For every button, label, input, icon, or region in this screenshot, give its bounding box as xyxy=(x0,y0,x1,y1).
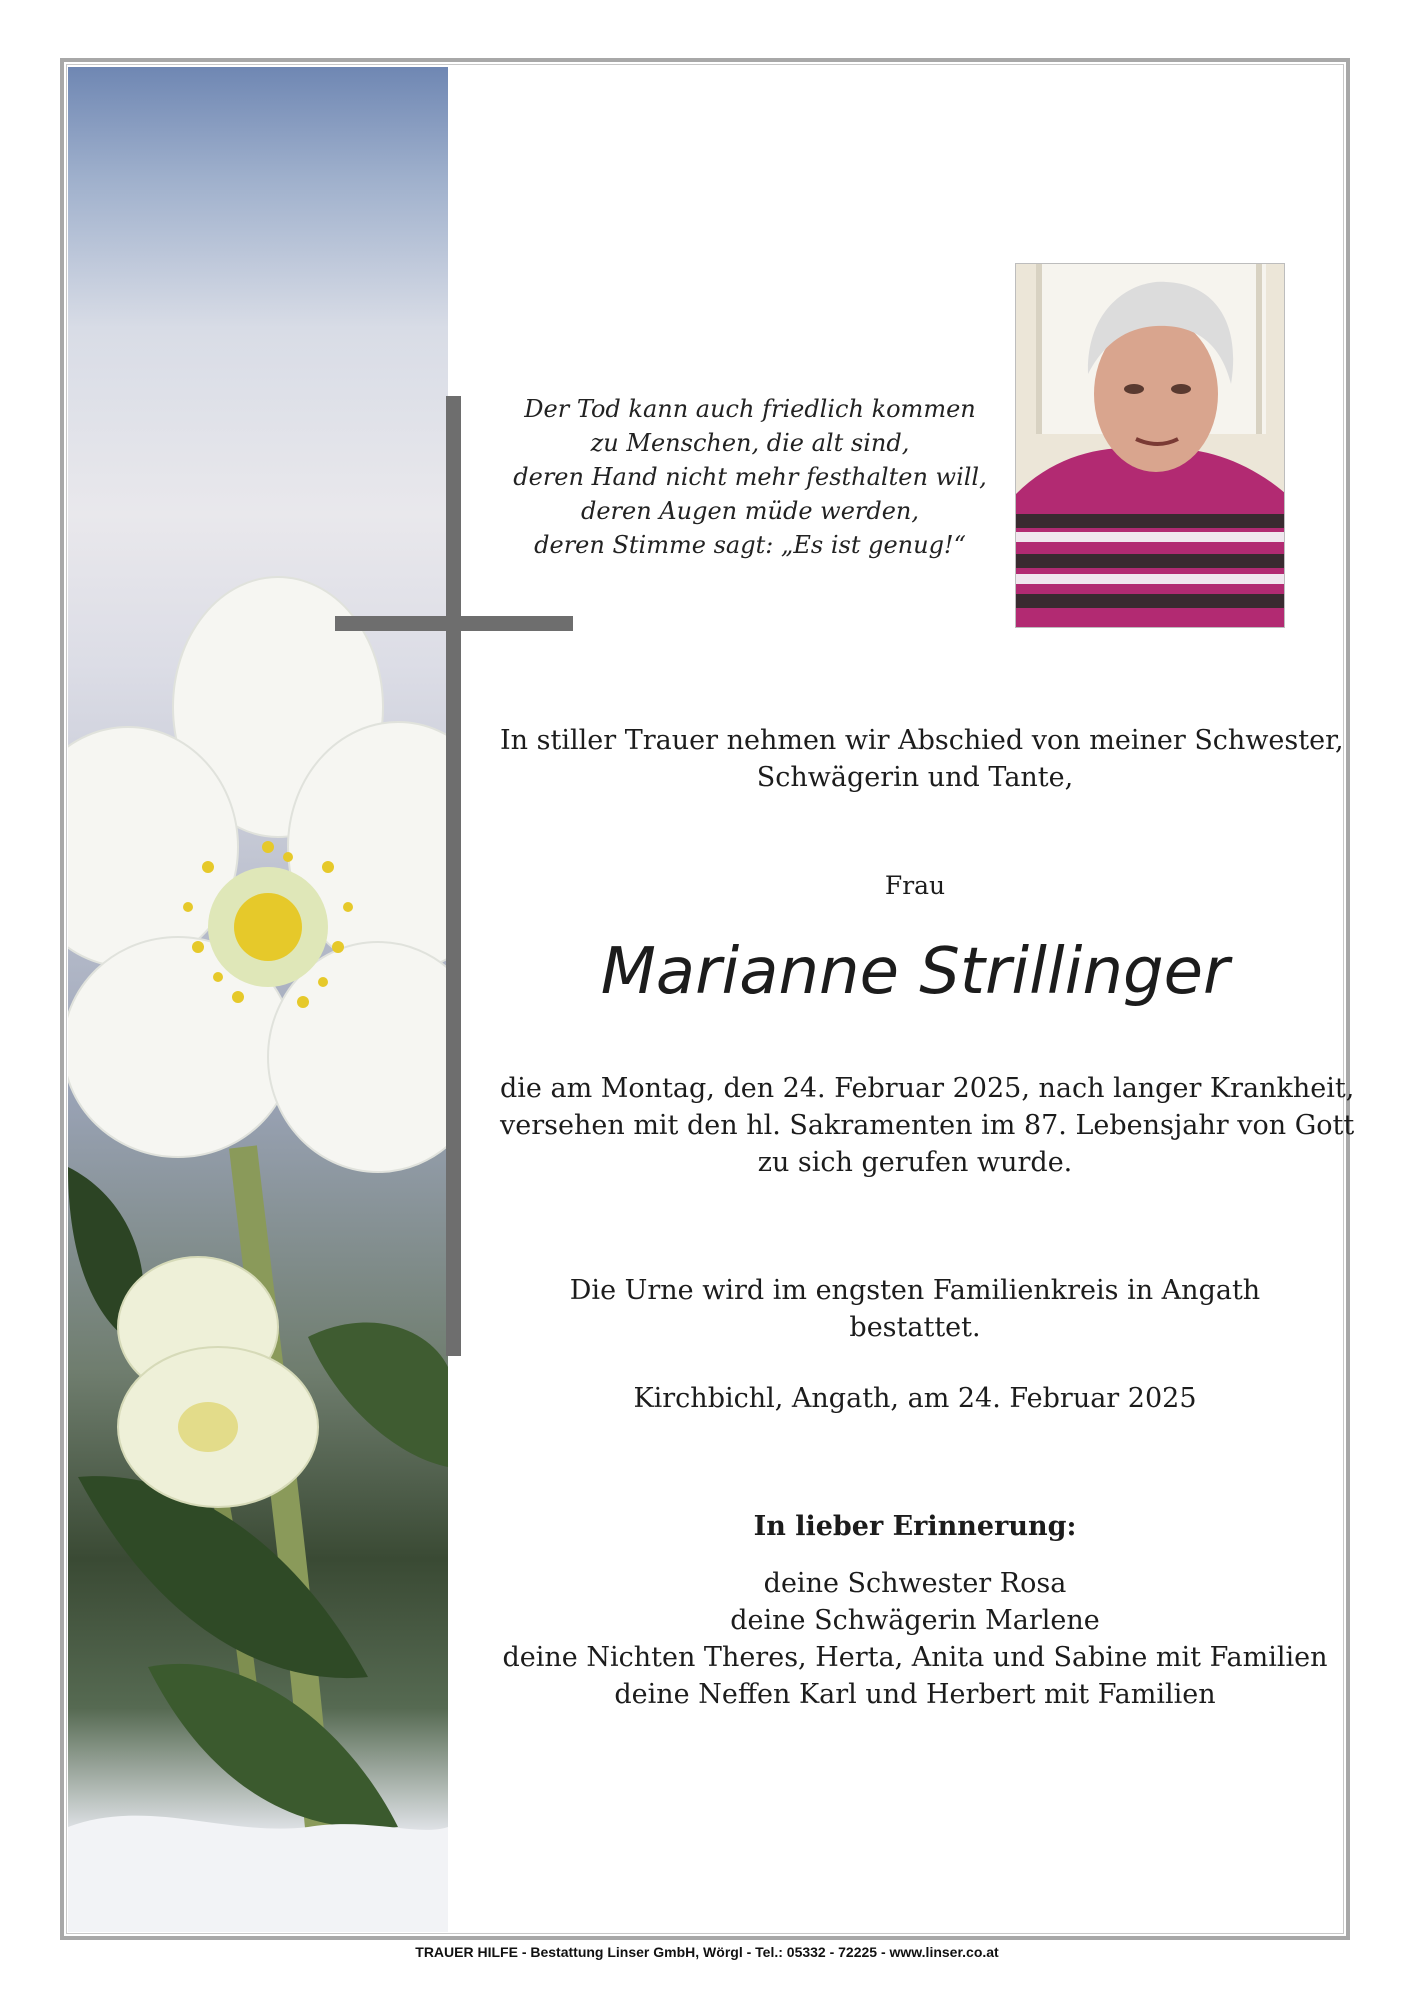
portrait-photo xyxy=(1015,263,1285,628)
poem xyxy=(500,392,1000,562)
death-notice xyxy=(500,1070,1355,1181)
mourner-line: deine Neffen Karl und Herbert mit Familien xyxy=(614,1679,1216,1710)
memory-heading: In lieber Erinnerung: xyxy=(753,1511,1077,1542)
mourners-list xyxy=(500,1565,1330,1713)
poem-line: deren Augen müde werden, xyxy=(580,497,920,525)
intro-line: Schwägerin und Tante, xyxy=(756,762,1074,793)
cross-horizontal-bar xyxy=(335,616,573,631)
death-notice-line: zu sich gerufen wurde. xyxy=(757,1147,1073,1178)
mourner-line: deine Nichten Theres, Herta, Anita und Sabine mit Familien xyxy=(502,1642,1328,1673)
salutation: Frau xyxy=(884,871,946,900)
mourner-line: deine Schwägerin Marlene xyxy=(730,1605,1100,1636)
poem-line: Der Tod kann auch friedlich kommen xyxy=(524,395,976,423)
poem-line: deren Hand nicht mehr festhalten will, xyxy=(513,463,987,491)
death-notice-line: versehen mit den hl. Sakramenten im 87. Lebensjahr von Gott xyxy=(500,1110,1355,1141)
deceased-name: Marianne Strillinger xyxy=(600,935,1230,1009)
poem-line: zu Menschen, die alt sind, xyxy=(590,429,910,457)
cross-vertical-bar xyxy=(446,396,461,1356)
intro-line: In stiller Trauer nehmen wir Abschied von meiner Schwester, xyxy=(500,725,1344,756)
christmas-rose-image xyxy=(68,67,448,1932)
mourner-line: deine Schwester Rosa xyxy=(763,1568,1067,1599)
burial-notice: Die Urne wird im engsten Familienkreis in Angath bestattet. xyxy=(569,1275,1261,1343)
death-notice-line: die am Montag, den 24. Februar 2025, nach langer Krankheit, xyxy=(500,1073,1355,1104)
place-date: Kirchbichl, Angath, am 24. Februar 2025 xyxy=(633,1383,1197,1414)
intro-text xyxy=(500,722,1344,796)
footer-imprint: TRAUER HILFE - Bestattung Linser GmbH, Wörgl - Tel.: 05332 - 72225 - www.linser.co.at xyxy=(415,1944,999,1960)
poem-line: deren Stimme sagt: „Es ist genug!“ xyxy=(534,531,966,559)
